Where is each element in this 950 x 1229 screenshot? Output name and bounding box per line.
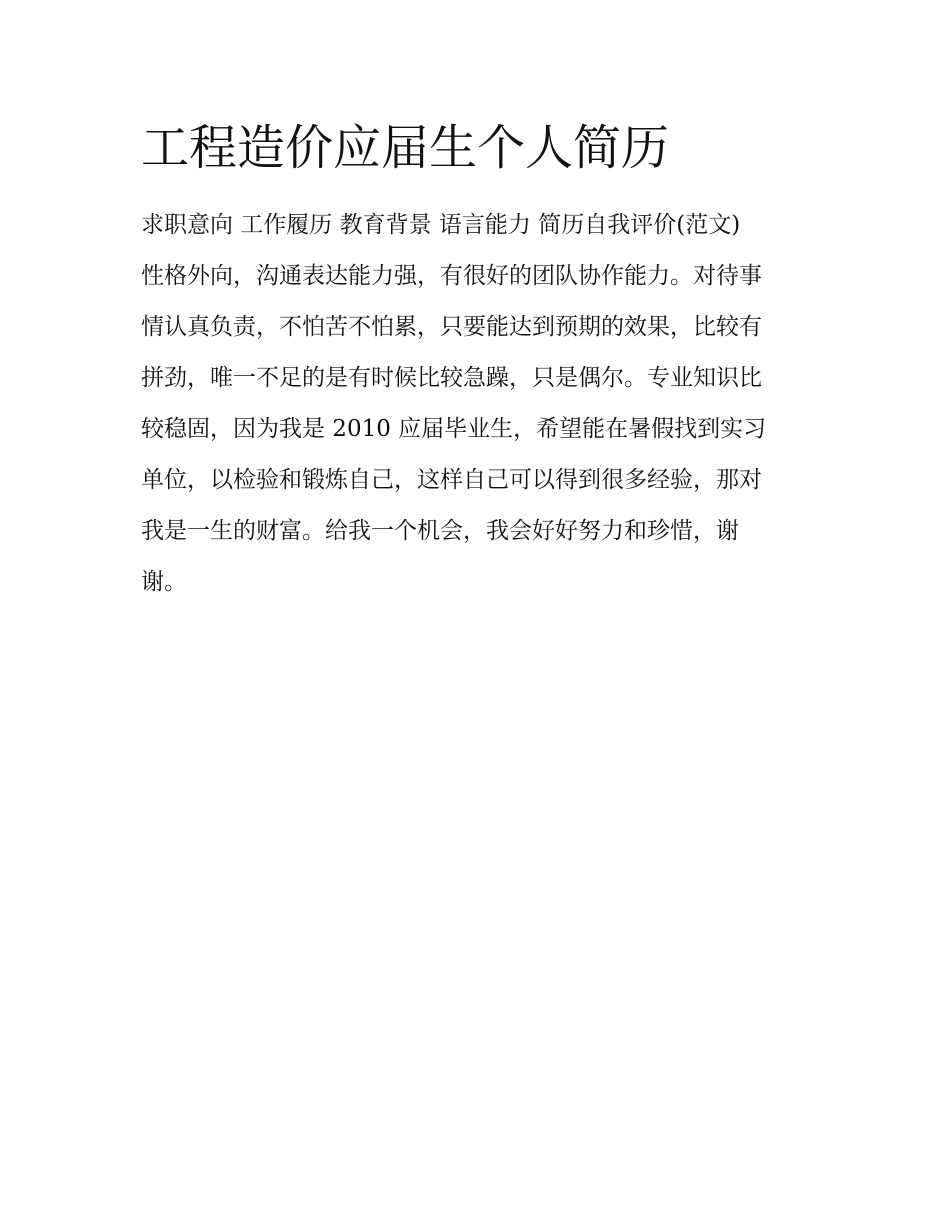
document-body bbox=[141, 200, 813, 608]
body-line-5: 较稳固，因为我是 2010 应届毕业生，希望能在暑假找到实习 bbox=[141, 416, 767, 442]
body-line-2: 性格外向，沟通表达能力强，有很好的团队协作能力。对待事 bbox=[141, 263, 762, 289]
body-line-1: 求职意向 工作履历 教育背景 语言能力 简历自我评价(范文) bbox=[141, 212, 741, 238]
body-line-3: 情认真负责，不怕苦不怕累，只要能达到预期的效果，比较有 bbox=[141, 314, 762, 340]
body-line-6: 单位，以检验和锻炼自己，这样自己可以得到很多经验，那对 bbox=[141, 467, 762, 493]
body-line-8: 谢。 bbox=[141, 569, 187, 595]
body-line-4: 拼劲，唯一不足的是有时候比较急躁，只是偶尔。专业知识比 bbox=[141, 365, 762, 391]
page-title: 工程造价应届生个人简历 bbox=[141, 120, 670, 176]
body-line-7: 我是一生的财富。给我一个机会，我会好好努力和珍惜，谢 bbox=[141, 518, 739, 544]
document-content bbox=[141, 118, 813, 608]
